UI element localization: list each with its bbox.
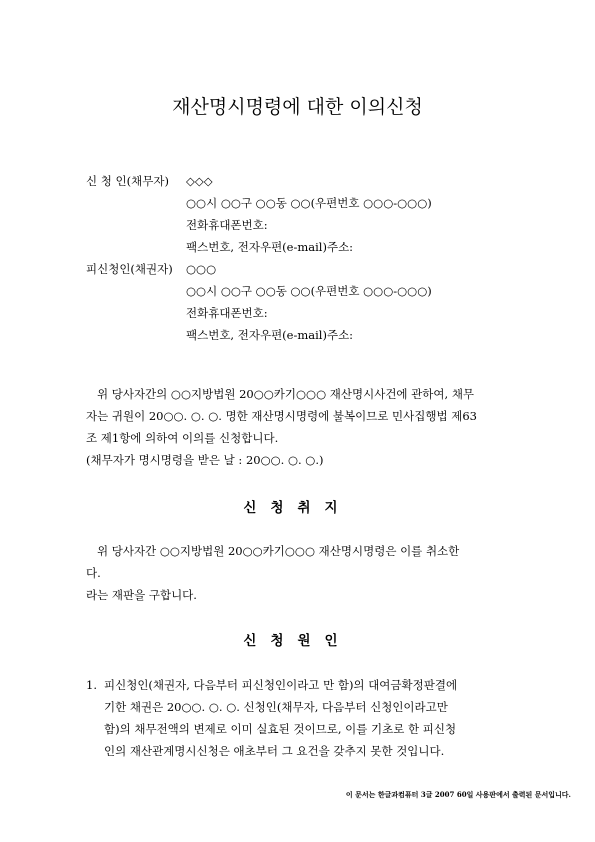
reason-heading: 신청원인 [243, 633, 352, 649]
purpose-line: 라는 재판을 구합니다. [86, 588, 197, 602]
reason-line: 피신청인(채권자, 다음부터 피신청인이라고 만 함)의 대여금확정판결에 [104, 678, 458, 692]
respondent-fax-email-label: 팩스번호, 전자우편(e-mail)주소: [186, 328, 354, 342]
applicant-name: ◇◇◇ [186, 174, 213, 188]
intro-paragraph [86, 383, 516, 471]
respondent-name: ○○○ [186, 262, 217, 276]
respondent-address: ○○시 ○○구 ○○동 ○○(우편번호 ○○○-○○○) [186, 284, 432, 298]
reason-line: 인의 재산관계명시신청은 애초부터 그 요건을 갖추지 못한 것입니다. [104, 744, 445, 758]
footer-note: 이 문서는 한글과컴퓨터 3글 2007 60일 사용판에서 출력된 문서입니다. [345, 790, 571, 799]
respondent-label: 피신청인(채권자) [86, 262, 173, 276]
reason-item-number: 1. [86, 678, 97, 692]
respondent-phone-label: 전화휴대폰번호: [186, 306, 268, 320]
purpose-paragraph [86, 540, 516, 606]
reason-paragraph [104, 674, 512, 762]
intro-line: 조 제1항에 의하여 이의를 신청합니다. [86, 431, 279, 445]
purpose-heading: 신청취지 [243, 500, 352, 516]
reason-line: 함)의 채무전액의 변제로 이미 실효된 것이므로, 이를 기초로 한 피신청 [104, 722, 457, 736]
applicant-fax-email-label: 팩스번호, 전자우편(e-mail)주소: [186, 240, 354, 254]
intro-note: (채무자가 명시명령을 받은 날 : 20○○. ○. ○.) [86, 453, 324, 467]
intro-line: 위 당사자간의 ○○지방법원 20○○카기○○○ 재산명시사건에 관하여, 채무 [86, 387, 475, 401]
purpose-line: 다. [86, 566, 101, 580]
intro-line: 자는 귀원이 20○○. ○. ○. 명한 재산명시명령에 불복이므로 민사집행법 제63 [86, 409, 477, 423]
applicant-address: ○○시 ○○구 ○○동 ○○(우편번호 ○○○-○○○) [186, 196, 432, 210]
applicant-phone-label: 전화휴대폰번호: [186, 218, 268, 232]
document-title: 재산명시명령에 대한 이의신청 [172, 96, 423, 118]
reason-line: 기한 채권은 20○○. ○. ○. 신청인(채무자, 다음부터 신청인이라고만 [104, 700, 448, 714]
purpose-line: 위 당사자간 ○○지방법원 20○○카기○○○ 재산명시명령은 이를 취소한 [86, 544, 460, 558]
applicant-label: 신 청 인(채무자) [86, 174, 169, 188]
